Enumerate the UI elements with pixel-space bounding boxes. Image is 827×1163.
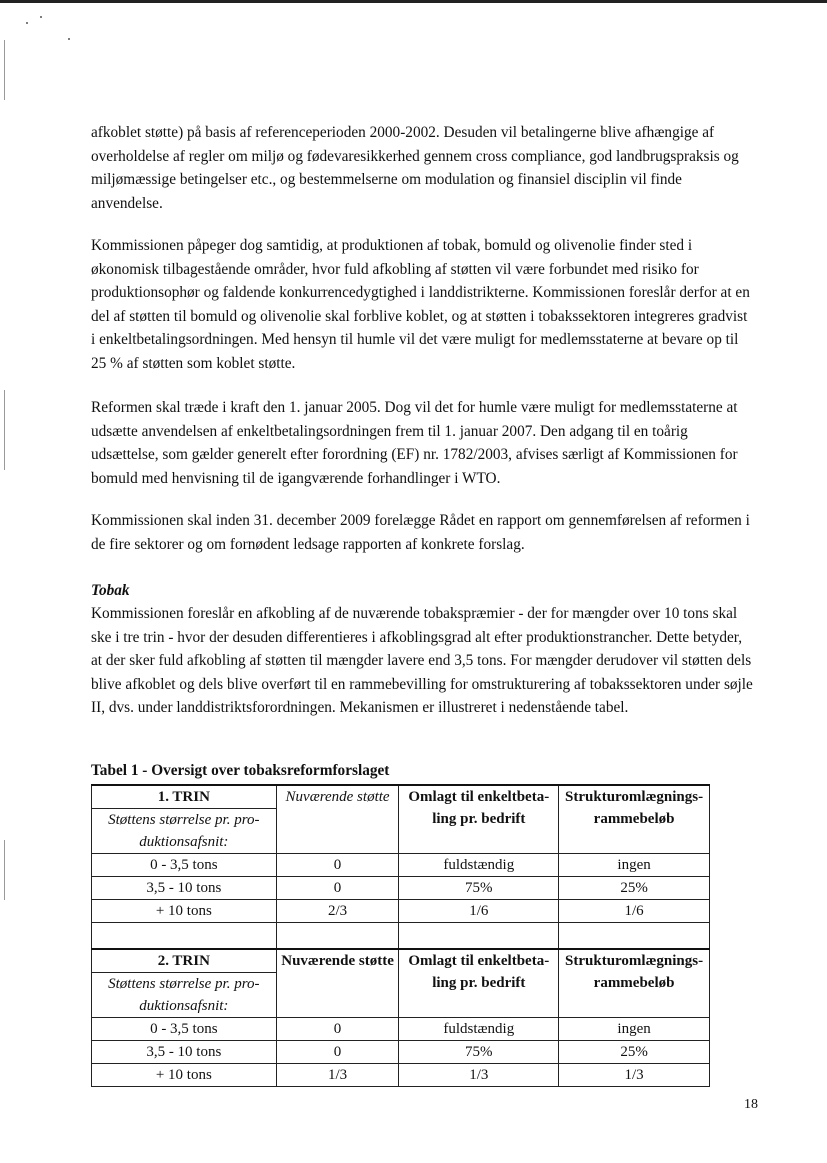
table-spacer-row — [92, 923, 710, 949]
cell: 1/3 — [559, 1063, 710, 1086]
cell: 1/6 — [399, 900, 559, 923]
cell: 2/3 — [276, 900, 399, 923]
cell: 0 — [276, 1040, 399, 1063]
paragraph-5: Kommissionen foreslår en afkobling af de nuværende tobakspræmier - der for mængder over 10 tons skal ske i tre trin - hvor der desuden differentieres i afkoblingsgrad alt efter produktionstrancher. Dette betyder, at der sker fuld afkobling af støtten til mængder lavere end 3,5 tons. For mængder derudover vil støtten dels blive afkoblet og dels blive overført til en rammebevilling for omstrukturering af tobakssektoren under søjle II, dvs. under landdistriktsforordningen. Mekanismen er illustreret i nedenstående tabel. — [91, 605, 753, 716]
cell: 75% — [399, 877, 559, 900]
scan-top-edge — [0, 0, 827, 3]
cell: ingen — [559, 854, 710, 877]
table-row — [92, 1017, 710, 1040]
cell — [92, 923, 277, 949]
header-single-payment: Omlagt til enkeltbetaling pr. bedrift — [399, 949, 559, 1018]
scan-speck — [68, 38, 70, 40]
cell: 75% — [399, 1040, 559, 1063]
cell: 0 — [276, 854, 399, 877]
table-row — [92, 1040, 710, 1063]
paragraph-1: afkoblet støtte) på basis af referenceperioden 2000-2002. Desuden vil betalingerne blive afhængige af overholdelse af regler om miljø og fødevaresikkerhed gennem cross compliance, god landbrugspraksis og miljømæssige betingelser etc., og bestemmelserne om modulation og finansiel disciplin vil finde anvendelse. — [91, 124, 739, 212]
cell: fuldstændig — [399, 854, 559, 877]
cell: 0 - 3,5 tons — [92, 1017, 277, 1040]
cell: 0 - 3,5 tons — [92, 854, 277, 877]
cell: 0 — [276, 877, 399, 900]
cell: 25% — [559, 877, 710, 900]
scan-margin-mark — [4, 390, 5, 470]
cell: 1/3 — [276, 1063, 399, 1086]
paragraph-3: Reformen skal træde i kraft den 1. januar 2005. Dog vil det for humle være muligt for medlemsstaterne at udsætte anvendelsen af enkeltbetalingsordningen frem til 1. januar 2007. Den adgang til en toårig udsættelse, som gælder generelt efter forordning (EF) nr. 1782/2003, afvises særligt af Kommissionen for bomuld med henvisning til de igangværende forhandlinger i WTO. — [91, 399, 738, 487]
support-size-label: Støttens størrelse pr. produktionsafsnit: — [92, 809, 277, 854]
scan-margin-mark — [4, 840, 5, 900]
scan-margin-mark — [4, 40, 5, 100]
cell — [399, 923, 559, 949]
table-row — [92, 877, 710, 900]
scan-speck — [40, 16, 42, 18]
header-restructuring: Strukturomlægnings-rammebeløb — [559, 785, 710, 854]
paragraph-2: Kommissionen påpeger dog samtidig, at produktionen af tobak, bomuld og olivenolie finder sted i økonomisk tilbagestående områder, hvor fuld afkobling af støtten vil være forbundet med risiko for produktionsophør og faldende konkurrencedygtighed i landdistrikterne. Kommissionen foreslår derfor at en del af støtten til bomuld og olivenolie skal forblive koblet, og at støtten i tobakssektoren integreres gradvist i enkeltbetalingsordningen. Med hensyn til humle vil det være muligt for medlemsstaterne at bevare op til 25 % af støtten som koblet støtte. — [91, 237, 750, 372]
page-number: 18 — [744, 1097, 758, 1112]
cell: fuldstændig — [399, 1017, 559, 1040]
cell: 3,5 - 10 tons — [92, 1040, 277, 1063]
header-current-support: Nuværende støtte — [276, 785, 399, 854]
cell: 3,5 - 10 tons — [92, 877, 277, 900]
trin-label: 1. TRIN — [92, 785, 277, 809]
trin-label: 2. TRIN — [92, 949, 277, 973]
cell: ingen — [559, 1017, 710, 1040]
header-current-support: Nuværende støtte — [276, 949, 399, 1018]
header-single-payment: Omlagt til enkeltbetaling pr. bedrift — [399, 785, 559, 854]
cell — [559, 923, 710, 949]
table-caption: Tabel 1 - Oversigt over tobaksreformforslaget — [91, 762, 390, 779]
table-row — [92, 900, 710, 923]
section-heading-tobak: Tobak — [91, 582, 130, 599]
tobak-table — [91, 784, 710, 1087]
table-row — [92, 854, 710, 877]
support-size-label: Støttens størrelse pr. produktionsafsnit: — [92, 972, 277, 1017]
scan-speck — [26, 22, 28, 24]
cell: 1/6 — [559, 900, 710, 923]
cell: 0 — [276, 1017, 399, 1040]
cell: + 10 tons — [92, 900, 277, 923]
table-header-row — [92, 949, 710, 973]
table-row — [92, 1063, 710, 1086]
cell: + 10 tons — [92, 1063, 277, 1086]
cell — [276, 923, 399, 949]
table-header-row — [92, 785, 710, 809]
header-restructuring: Strukturomlægnings-rammebeløb — [559, 949, 710, 1018]
cell: 25% — [559, 1040, 710, 1063]
paragraph-4: Kommissionen skal inden 31. december 2009 forelægge Rådet en rapport om gennemførelsen af reformen i de fire sektorer og om fornødent ledsage rapporten af konkrete forslag. — [91, 512, 750, 553]
cell: 1/3 — [399, 1063, 559, 1086]
